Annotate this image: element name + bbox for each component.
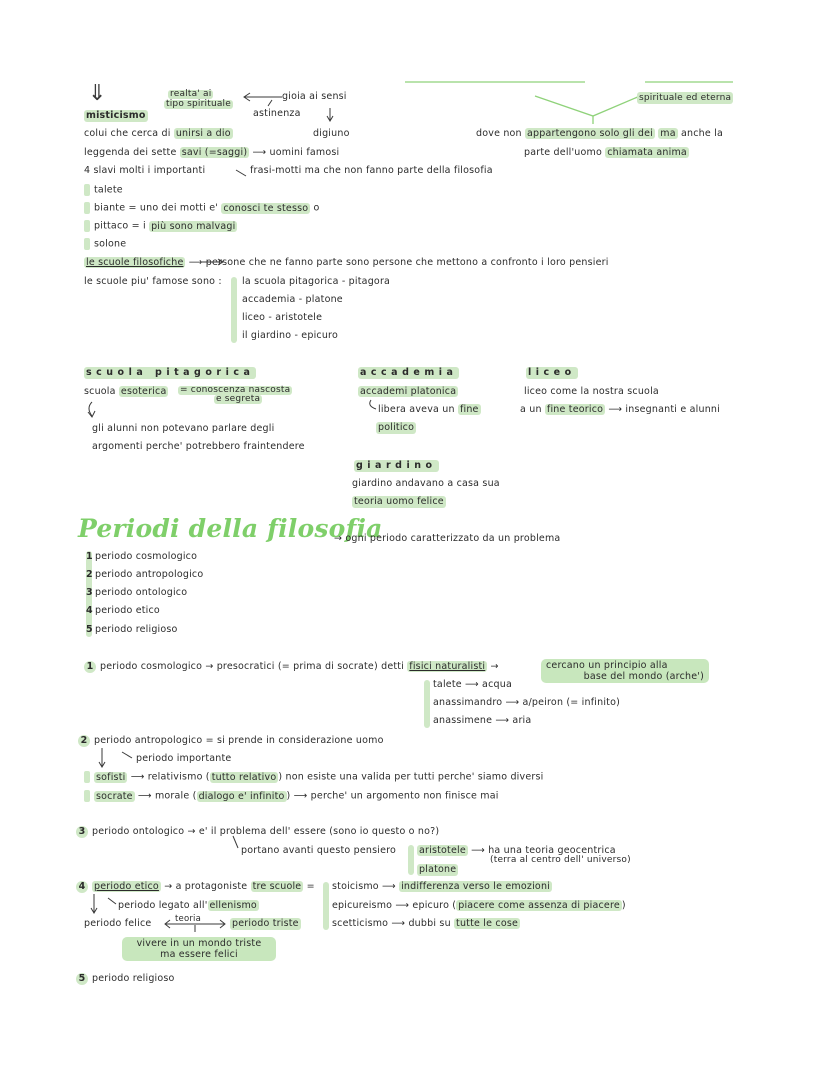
misticismo-label: misticismo — [86, 110, 146, 121]
periodi-title: Periodi della filosofia — [78, 514, 383, 543]
periodo-list-item: 1 periodo cosmologico — [86, 551, 198, 562]
school-item: il giardino - epicuro — [242, 330, 338, 341]
school-item: accademia - platone — [242, 294, 343, 305]
liceo-line-1: liceo come la nostra scuola — [524, 386, 659, 397]
p2-socrate: socrate ⟶ morale ( dialogo e' infinito ) ⟶ perche' un argomento non finisce mai — [84, 790, 499, 803]
p4-epicureismo: epicureismo ⟶ epicuro ( piacere come assenza di piacere ) — [332, 900, 626, 911]
p4-line: 4 periodo etico → a protagoniste tre scuole = — [76, 881, 315, 893]
periodi-subtitle: → ogni periodo caratterizzato da un problema — [334, 533, 561, 544]
periodo-list-item: 2 periodo antropologico — [86, 569, 204, 580]
pitagorica-title: scuola pitagorica — [86, 367, 255, 378]
leggenda-line: leggenda dei sette savi (=saggi) ⟶ uomini famosi — [84, 147, 340, 158]
colui-line: colui che cerca di unirsi a dio — [84, 128, 231, 139]
p4-list-bar — [323, 882, 329, 930]
p2-sofisti: sofisti ⟶ relativismo ( tutto relativo ) non esiste una valida per tutti perche' siamo diversi — [84, 771, 543, 784]
frasi-line: frasi-motti ma che non fanno parte della filosofia — [250, 165, 493, 176]
periodo-list-item: 5 periodo religioso — [86, 624, 178, 635]
accademia-title: accademia — [360, 367, 458, 378]
periodo-list-item: 4 periodo etico — [86, 605, 160, 616]
spirituale-label: spirituale ed eterna — [639, 93, 732, 103]
sage-solone: solone — [84, 238, 126, 251]
double-arrow-icon: ⇓ — [88, 81, 107, 106]
p3-portano: portano avanti questo pensiero — [241, 845, 397, 856]
p4-triste: periodo triste — [232, 918, 299, 929]
p4-teoria: teoria — [175, 914, 202, 924]
p3-line: 3 periodo ontologico → e' il problema dell' essere (sono io questo o no?) — [76, 826, 439, 838]
realta-l2: tipo spirituale — [166, 99, 231, 109]
p1-item: anassimene ⟶ aria — [433, 715, 532, 726]
liceo-line-2: a un fine teorico ⟶ insegnanti e alunni — [520, 404, 720, 415]
digiuno-text: digiuno — [313, 128, 350, 139]
p3-list-bar — [408, 845, 414, 875]
pitagorica-note-1: gli alunni non potevano parlare degli — [92, 423, 275, 434]
p2-importante: periodo importante — [136, 753, 232, 764]
pitagorica-line: scuola esoterica — [84, 386, 167, 397]
p3-platone: platone — [419, 864, 457, 875]
p4-felice: periodo felice — [84, 918, 152, 929]
p1-list-bar — [424, 680, 430, 728]
politico-label: politico — [378, 422, 415, 433]
anima-line-1: dove non appartengono solo gli dei ma anche la — [476, 128, 723, 139]
p1-item: talete ⟶ acqua — [433, 679, 512, 690]
famose-line: le scuole piu' famose sono : — [84, 276, 222, 287]
astinenza-text: astinenza — [253, 108, 301, 119]
p1-item: anassimandro ⟶ a/peiron (= infinito) — [433, 697, 621, 708]
liceo-title: liceo — [528, 367, 576, 378]
anima-line-2: parte dell'uomo chiamata anima — [524, 147, 687, 158]
sage-pittaco: pittaco = i più sono malvagi — [84, 220, 237, 233]
realta-l1: realta' ai — [170, 89, 212, 99]
p4-legato: periodo legato all' ellenismo — [118, 900, 257, 911]
teoria-uomo-felice: teoria uomo felice — [354, 496, 444, 507]
slavi-line: 4 slavi molti i importanti — [84, 165, 206, 176]
accademia-line-1: accademi platonica — [360, 386, 457, 397]
conoscenza-l2: e segreta — [216, 394, 261, 404]
p3-geo-l2: (terra al centro dell' universo) — [490, 855, 631, 865]
p4-scetticismo: scetticismo ⟶ dubbi su tutte le cose — [332, 918, 519, 929]
school-item: liceo - aristotele — [242, 312, 323, 323]
school-item: la scuola pitagorica - pitagora — [242, 276, 391, 287]
gioia-text: gioia ai sensi — [282, 91, 347, 102]
p2-line: 2 periodo antropologico = si prende in considerazione uomo — [78, 735, 384, 747]
sage-talete: talete — [84, 184, 123, 197]
giardino-title: giardino — [356, 460, 437, 471]
vivere-box: vivere in un mondo triste ma essere felici — [122, 937, 276, 961]
sage-biante: biante = uno dei motti e' conosci te stesso o — [84, 202, 320, 215]
accademia-line-2: libera aveva un fine — [378, 404, 479, 415]
scuole-line: le scuole filosofiche ⟶ persone che ne fanno parte sono persone che mettono a confronto i loro pensieri — [86, 257, 609, 268]
school-list-bar — [231, 277, 237, 343]
p5-line: 5 periodo religioso — [76, 973, 175, 985]
giardino-line-1: giardino andavano a casa sua — [352, 478, 500, 489]
conoscenza-l1: = conoscenza nascosta — [180, 385, 291, 395]
p4-stoicismo: stoicismo ⟶ indifferenza verso le emozioni — [332, 881, 551, 892]
pitagorica-note-2: argomenti perche' potrebbero fraintendere — [92, 441, 305, 452]
p1-line: 1 periodo cosmologico → presocratici (= prima di socrate) detti fisici naturalisti → — [84, 661, 499, 673]
periodo-list-item: 3 periodo ontologico — [86, 587, 188, 598]
p3-aristotele: aristotele ⟶ ha una teoria geocentrica — [419, 845, 616, 856]
arche-box: cercano un principio alla base del mondo (arche') — [541, 659, 709, 683]
